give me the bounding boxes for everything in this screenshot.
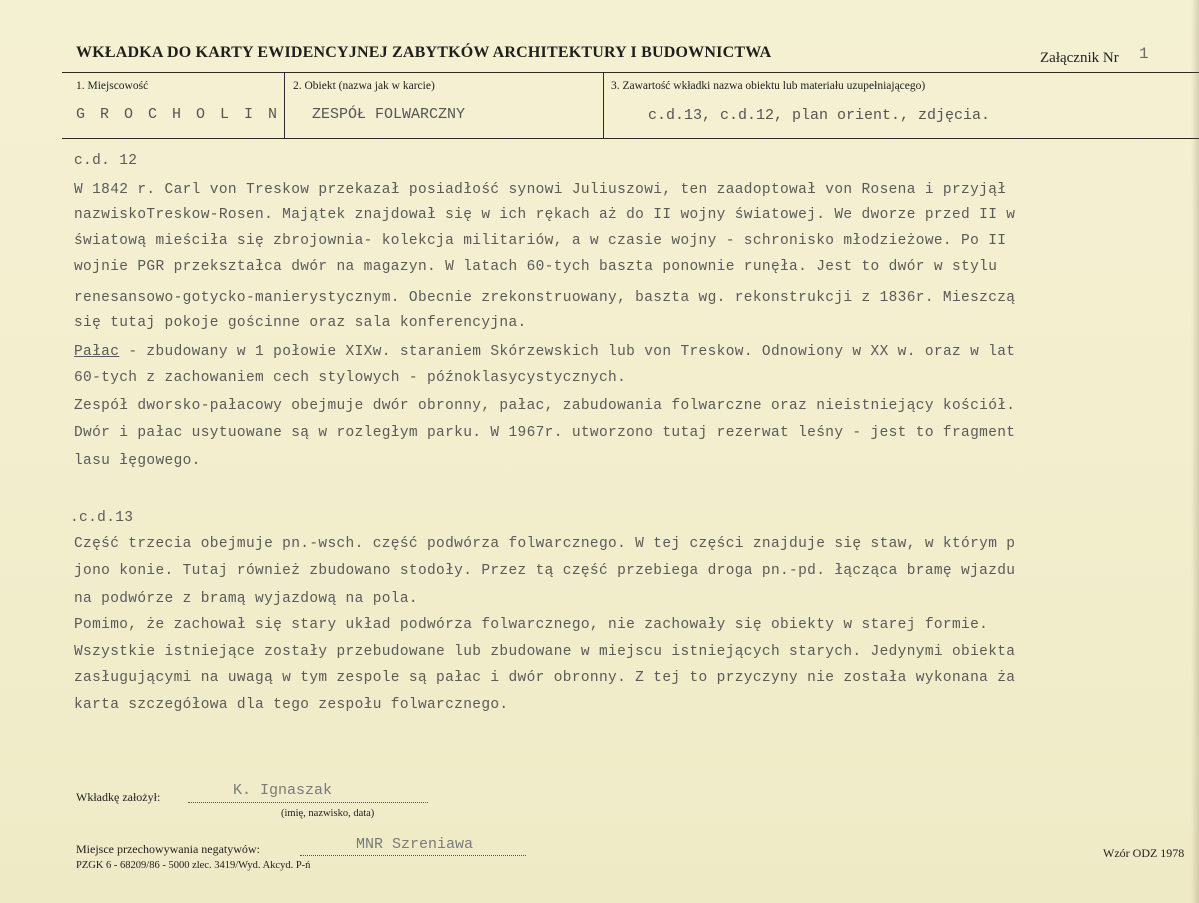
storage-value: MNR Szreniawa [356, 836, 474, 853]
contents-value: c.d.13, c.d.12, plan orient., zdjęcia. [648, 107, 991, 124]
body-line: Pomimo, że zachował się stary układ podwórza folwarcznego, nie zachowały się obiekty w starej formie. [74, 617, 989, 633]
page-edge-shadow [1191, 0, 1199, 903]
body-line: na podwórze z bramą wyjazdową na pola. [74, 591, 418, 607]
body-line: zasługującymi na uwagą w tym zespole są pałac i dwór obronny. Z tej to przyczyny nie została wykonana ża [74, 670, 1016, 686]
storage-dotted-line [300, 855, 526, 856]
author-hint: (imię, nazwisko, data) [281, 808, 375, 819]
body-line: renesansowo-gotycko-manierystycznym. Obecnie zrekonstruowany, baszta wg. rekonstrukcji z 1836r. Mieszczą [74, 290, 1016, 306]
body-line: jono konie. Tutaj również zbudowano stodoły. Przez tą część przebiega droga pn.-pd. łącząca bramę wjazdu [74, 563, 1016, 579]
author-value: K. Ignaszak [233, 782, 333, 799]
author-dotted-line [188, 802, 428, 803]
field-divider-1 [284, 72, 285, 138]
print-info: PZGK 6 - 68209/86 - 5000 zlec. 3419/Wyd. Akcyd. P-ń [76, 860, 311, 871]
contents-label: 3. Zawartość wkładki nazwa obiektu lub materiału uzupełniającego) [611, 80, 926, 92]
body-line: Część trzecia obejmuje pn.-wsch. część podwórza folwarcznego. W tej części znajduje się staw, w którym p [74, 536, 1016, 552]
body-line: Zespół dworsko-pałacowy obejmuje dwór obronny, pałac, zabudowania folwarczne oraz nieistniejący kościół. [74, 398, 1016, 414]
body-line: - zbudowany w 1 połowie XIXw. staraniem Skórzewskich lub von Treskow. Odnowiony w XX w. oraz w lat [119, 344, 1016, 360]
author-label: Wkładkę założył: [76, 790, 161, 804]
body-line: się tutaj pokoje gościnne oraz sala konferencyjna. [74, 315, 527, 331]
form-id: Wzór ODZ 1978 [1103, 846, 1185, 860]
body-line: nazwiskoTreskow-Rosen. Majątek znajdował się w ich rękach aż do II wojny światowej. We dworze przed II w [74, 207, 1016, 223]
section1-heading: c.d. 12 [74, 153, 138, 169]
header-rule [62, 72, 1199, 73]
body-line: 60-tych z zachowaniem cech stylowych - późnoklasycystycznych. [74, 370, 627, 386]
storage-label: Miejsce przechowywania negatywów: [76, 842, 260, 856]
annex-number: 1 [1139, 45, 1149, 63]
object-label: 2. Obiekt (nazwa jak w karcie) [293, 80, 435, 92]
annex-label: Załącznik Nr [1040, 50, 1119, 66]
locality-label: 1. Miejscowość [76, 80, 149, 92]
section2-heading: .c.d.13 [70, 510, 134, 526]
body-line: W 1842 r. Carl von Treskow przekazał posiadłość synowi Juliuszowi, ten zaadoptował von Rosena i przyjął [74, 182, 1007, 198]
fields-bottom-rule [62, 138, 1199, 139]
field-divider-2 [603, 72, 604, 138]
body-line: Wszystkie istniejące zostały przebudowane lub zbudowane w miejscu istniejących starych. Jedynymi obiekta [74, 644, 1016, 660]
object-value: ZESPÓŁ FOLWARCZNY [312, 106, 466, 123]
palace-paragraph-first-line [74, 344, 1015, 360]
body-line: Dwór i pałac usytuowane są w rozległym parku. W 1967r. utworzono tutaj rezerwat leśny - jest to fragment [74, 425, 1016, 441]
card-title: WKŁADKA DO KARTY EWIDENCYJNEJ ZABYTKÓW ARCHITEKTURY I BUDOWNICTWA [76, 44, 772, 61]
body-line: światową mieściła się zbrojownia- kolekcja militariów, a w czasie wojny - schronisko młodzieżowe. Po II [74, 233, 1007, 249]
palace-word: Pałac [74, 344, 120, 360]
body-line: lasu łęgowego. [74, 453, 201, 469]
body-line: wojnie PGR przekształca dwór na magazyn. W latach 60-tych baszta ponownie runęła. Jest to dwór w stylu [74, 259, 998, 275]
body-line: karta szczegółowa dla tego zespołu folwarcznego. [74, 697, 509, 713]
locality-value: G R O C H O L I N [76, 106, 281, 123]
